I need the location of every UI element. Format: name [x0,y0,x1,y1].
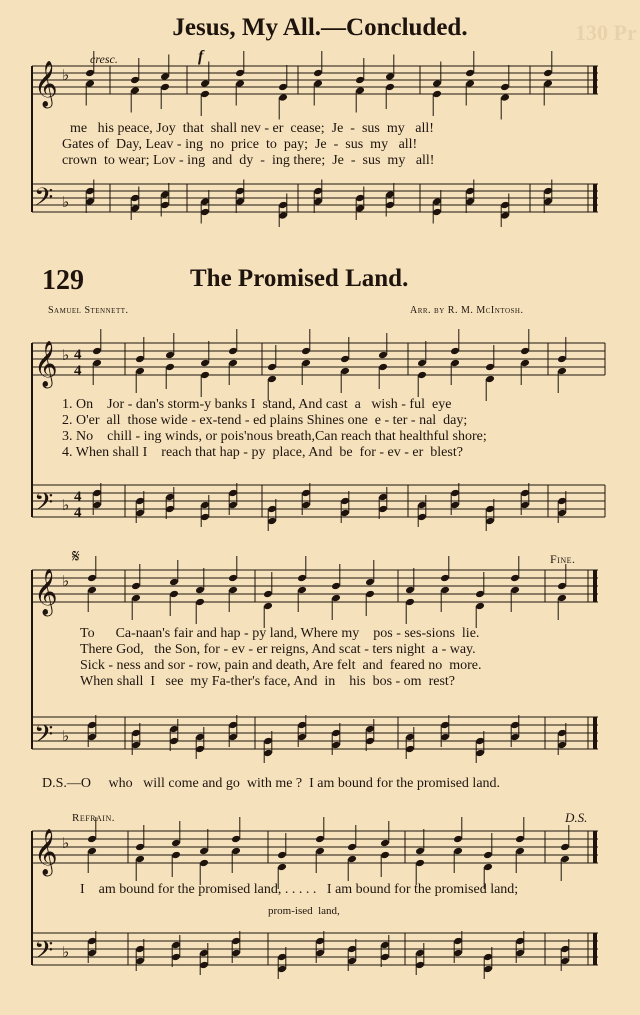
barlines-4 [128,831,595,965]
bass-clef-icon: 𝄢 [34,488,54,523]
continued-hymn-title: Jesus, My All.—Concluded. [172,14,468,41]
verse-1-part1: 1. On Jor - dan's storm-y banks I stand, And cast a wish - ful eye [62,397,452,412]
ds-marking: D.S. [565,810,588,825]
svg-text:4: 4 [74,505,82,521]
staff-1-treble [32,66,598,94]
forte-marking: f [198,48,204,65]
staff-3-treble [32,570,598,602]
hymn-number: 129 [42,265,84,296]
cresc-marking: cresc. [90,52,118,66]
staff-2-treble [32,343,605,375]
refrain-lyric: I am bound for the promised land, . . . . . I am bound for the promised land; [80,882,519,897]
author-credit: Samuel Stennett. [48,305,129,316]
svg-text:♭: ♭ [62,727,70,745]
verse-4-part1: 4. When shall I reach that hap - py place, And be for - ev - er blest? [62,445,463,460]
verse-2-part2: There God, the Son, for - ev - er reigns, And scat - ters night a - way. [80,642,476,657]
svg-text:♭: ♭ [62,193,70,211]
staff-3-bass [32,717,598,749]
top-lyric-line-3: crown to wear; Lov - ing and dy - ing there; Je - sus my all! [62,153,435,168]
arranger-credit: Arr. by R. M. McIntosh. [410,305,524,316]
refrain-sub-lyric: prom-ised land, [268,905,340,917]
verse-1-part2: To Ca-naan's fair and hap - py land, Where my pos - ses-sions lie. [80,626,480,641]
bass-clef-icon: 𝄢 [34,183,54,218]
verse-3-part1: 3. No chill - ing winds, or pois'nous breath,Can reach that healthful shore; [62,429,487,444]
svg-text:♭: ♭ [62,346,70,364]
staff-4-bass [32,933,598,965]
top-lyric-line-1: me his peace, Joy that shall nev - er cease; Je - sus my all! [70,121,434,136]
svg-text:4: 4 [74,363,82,379]
staff-4-treble [32,831,598,863]
verse-4-part2: When shall I see my Fa-ther's face, And in his bos - om rest? [80,674,455,689]
treble-clef-icon: 𝄞 [34,341,58,387]
svg-text:4: 4 [74,489,82,505]
bleedthrough-text: 130 Pr [575,20,637,45]
staff-2-bass [32,485,605,517]
treble-clef-icon: 𝄞 [34,61,58,107]
treble-clef-icon: 𝄞 [34,569,58,615]
svg-text:♭: ♭ [62,496,70,514]
verse-3-part2: Sick - ness and sor - row, pain and death, Are felt and feared no more. [80,658,482,673]
svg-text:♭: ♭ [62,834,70,852]
refrain-label: Refrain. [72,812,115,824]
svg-text:♭: ♭ [62,943,70,961]
svg-text:♭: ♭ [62,572,70,590]
ds-chorus-line: D.S.—O who will come and go with me ? I am bound for the promised land. [42,776,501,791]
staff-1-bass [32,184,598,212]
bass-clef-icon: 𝄢 [34,936,54,971]
hymn-title: The Promised Land. [190,265,409,292]
svg-text:4: 4 [74,347,82,363]
bass-clef-icon: 𝄢 [34,720,54,755]
fine-marking: Fine. [550,552,576,566]
verse-2-part1: 2. O'er all those wide - ex-tend - ed plains Shines one e - ter - nal day; [62,413,468,428]
treble-clef-icon: 𝄞 [34,829,58,875]
svg-text:♭: ♭ [62,66,70,84]
top-lyric-line-2: Gates of Day, Leav - ing no price to pay; Je - sus my all! [62,137,418,152]
segno-icon: 𝄋 [72,546,80,566]
